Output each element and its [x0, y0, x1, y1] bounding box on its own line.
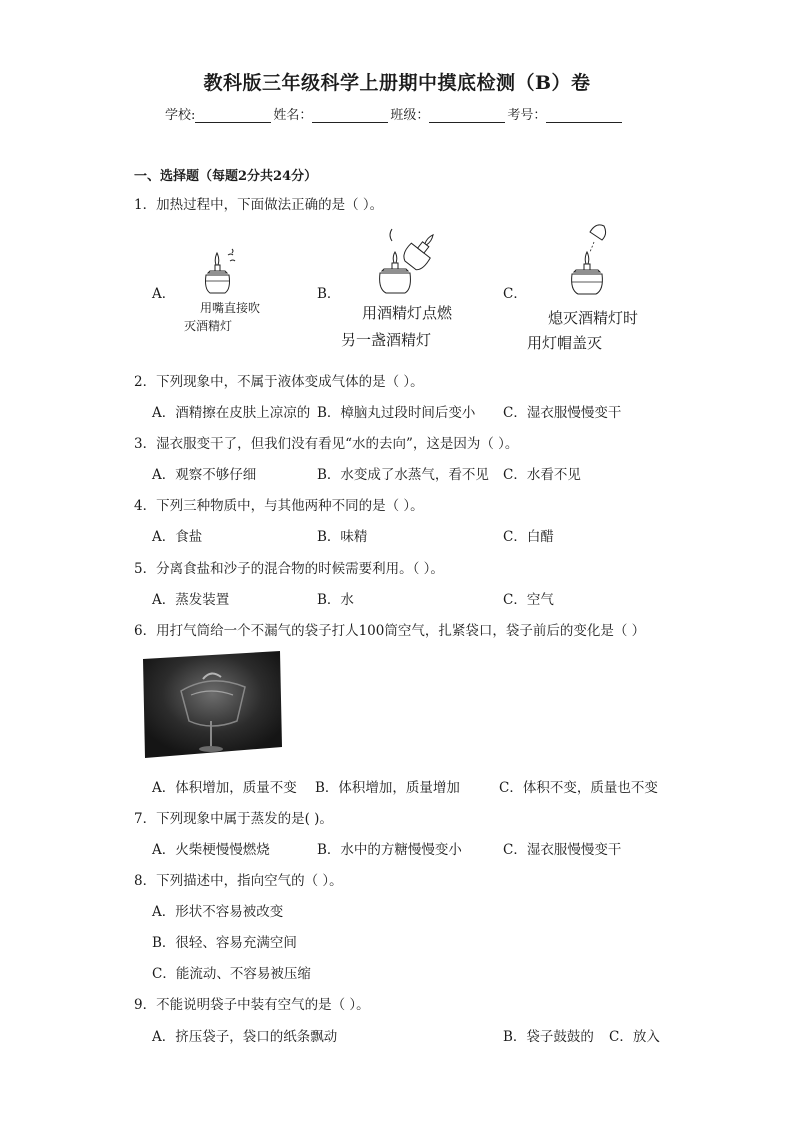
school-label: 学校:: [165, 108, 196, 123]
q1-option-c-caption-line2: 用灯帽盖灭: [527, 334, 603, 352]
exam-no-blank: [546, 108, 622, 123]
name-blank: [312, 108, 388, 123]
q1-option-a-caption-line2: 灭酒精灯: [184, 319, 233, 333]
name-label: 姓名：: [273, 108, 313, 123]
class-blank: [429, 108, 505, 123]
question-2-stem: 2．下列现象中，不属于液体变成气体的是（ ）。: [134, 374, 424, 390]
exam-no-label: 考号：: [507, 108, 547, 123]
question-1-stem: 1．加热过程中，下面做法正确的是（ ）。: [134, 197, 384, 213]
question-6-stem: 6．用打气筒给一个不漏气的袋子打人100筒空气，扎紧袋口，袋子前后的变化是（ ）: [134, 623, 646, 639]
q3-option-a: A．观察不够仔细: [152, 467, 257, 483]
q8-option-b: B．很轻、容易充满空间: [152, 935, 297, 951]
q6-option-b: B．体积增加，质量增加: [315, 780, 460, 796]
question-5-stem: 5．分离食盐和沙子的混合物的时候需要利用。（ ）。: [134, 561, 444, 577]
q9-option-c: C．放入: [609, 1029, 660, 1045]
question-7-stem: 7．下列现象中属于蒸发的是( )。: [134, 811, 333, 827]
question-9-stem: 9．不能说明袋子中装有空气的是（ ）。: [134, 997, 370, 1013]
class-label: 班级：: [390, 108, 430, 123]
q1-option-c-label: C．: [503, 286, 527, 302]
q7-option-a: A．火柴梗慢慢燃烧: [152, 842, 270, 858]
q3-option-c: C．水看不见: [503, 467, 581, 483]
page-title: 教科版三年级科学上册期中摸底检测（B）卷: [203, 72, 591, 94]
q4-option-a: A．食盐: [152, 529, 203, 545]
q9-option-a: A．挤压袋子，袋口的纸条飘动: [152, 1029, 338, 1045]
question-3-stem: 3．湿衣服变干了，但我们没有看见“水的去向”，这是因为（ ）。: [134, 436, 519, 452]
lamp-lighting-lamp-illustration: [372, 225, 444, 297]
q8-option-c: C．能流动、不容易被压缩: [152, 966, 311, 982]
q1-option-a-caption-line1: 用嘴直接吹: [200, 301, 261, 315]
q6-option-c: C．体积不变，质量也不变: [499, 780, 658, 796]
question-8-stem: 8．下列描述中，指向空气的（ ）。: [134, 873, 343, 889]
bag-inflation-photo: [141, 651, 282, 758]
question-4-stem: 4．下列三种物质中，与其他两种不同的是（ ）。: [134, 498, 424, 514]
q6-option-a: A．体积增加，质量不变: [152, 780, 297, 796]
q1-option-b-caption-line2: 另一盏酒精灯: [341, 331, 432, 349]
q1-option-c-caption-line1: 熄灭酒精灯时: [548, 309, 639, 327]
q2-option-c: C．湿衣服慢慢变干: [503, 405, 622, 421]
alcohol-lamp-blow-illustration: [194, 245, 242, 299]
q9-option-b: B．袋子鼓鼓的: [503, 1029, 594, 1045]
q5-option-b: B．水: [317, 592, 354, 608]
q1-option-b-caption-line1: 用酒精灯点燃: [362, 304, 453, 322]
section-heading: 一、选择题（每题2分共24分）: [134, 169, 318, 184]
school-blank: [195, 108, 271, 123]
q8-option-a: A．形状不容易被改变: [152, 904, 284, 920]
student-info-line: [165, 104, 624, 123]
q3-option-b: B．水变成了水蒸气，看不见: [317, 467, 489, 483]
q4-option-b: B．味精: [317, 529, 368, 545]
lamp-cap-extinguish-illustration: [566, 222, 622, 298]
q7-option-b: B．水中的方糖慢慢变小: [317, 842, 462, 858]
q1-option-a-label: A．: [152, 286, 176, 302]
q4-option-c: C．白醋: [503, 529, 554, 545]
q2-option-b: B．樟脑丸过段时间后变小: [317, 405, 476, 421]
q1-option-b-label: B．: [317, 286, 341, 302]
q5-option-a: A．蒸发装置: [152, 592, 230, 608]
q5-option-c: C．空气: [503, 592, 554, 608]
q2-option-a: A．酒精擦在皮肤上凉凉的: [152, 405, 311, 421]
q7-option-c: C．湿衣服慢慢变干: [503, 842, 622, 858]
